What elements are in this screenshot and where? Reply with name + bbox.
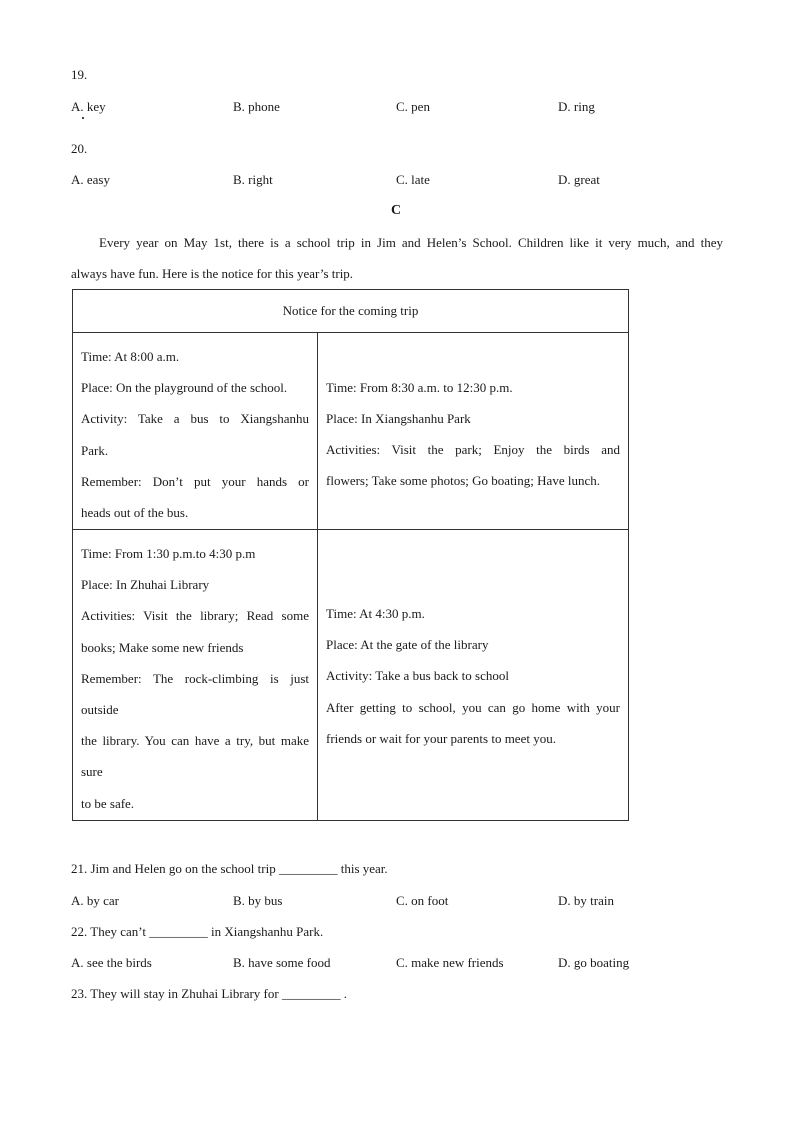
q19-option-a: A. key bbox=[71, 99, 106, 114]
q21-option-d: D. by train bbox=[558, 893, 614, 908]
q19-option-b: B. phone bbox=[233, 99, 280, 114]
q19-option-c: C. pen bbox=[396, 99, 430, 114]
cell2-line: Time: From 8:30 a.m. to 12:30 p.m. bbox=[326, 379, 513, 395]
q19-number: 19. bbox=[71, 67, 88, 82]
cell4-line: Activity: Take a bus back to school bbox=[326, 668, 509, 684]
cell4-line: After getting to school, you can go home with your bbox=[326, 699, 620, 715]
cell3-line: Activities: Visit the library; Read some bbox=[81, 608, 309, 624]
q19-option-d: D. ring bbox=[558, 99, 595, 114]
q22-stem: 22. They can’t _________ in Xiangshanhu Park. bbox=[71, 924, 324, 939]
cell1-line: heads out of the bus. bbox=[81, 505, 189, 521]
q20-number: 20. bbox=[71, 141, 88, 156]
cell1-line: Park. bbox=[81, 442, 109, 458]
cell1-line: Activity: Take a bus to Xiangshanhu bbox=[81, 411, 309, 427]
cell1-line: Time: At 8:00 a.m. bbox=[81, 349, 180, 364]
cell3-line: Place: In Zhuhai Library bbox=[81, 577, 210, 593]
q22-option-a: A. see the birds bbox=[71, 955, 152, 970]
notice-cell-library-visit bbox=[73, 530, 318, 821]
q20-option-b: B. right bbox=[233, 172, 273, 187]
notice-cell-morning-departure bbox=[73, 333, 318, 530]
cell3-line: to be safe. bbox=[81, 795, 135, 811]
q21-stem: 21. Jim and Helen go on the school trip _________ this year. bbox=[71, 861, 388, 876]
intro-paragraph-line-2: always have fun. Here is the notice for this year’s trip. bbox=[71, 266, 354, 281]
section-heading: C bbox=[391, 203, 402, 218]
intro-paragraph-line-1: Every year on May 1st, there is a school trip in Jim and Helen’s School. Children like it very much, and they bbox=[99, 235, 723, 250]
stray-dot bbox=[82, 117, 84, 119]
q21-option-b: B. by bus bbox=[233, 893, 283, 908]
cell3-line: outside bbox=[81, 702, 119, 718]
q21-option-c: C. on foot bbox=[396, 893, 449, 908]
cell3-line: Remember: The rock-climbing is just bbox=[81, 670, 309, 686]
cell4-line: friends or wait for your parents to meet you. bbox=[326, 730, 556, 746]
q22-option-b: B. have some food bbox=[233, 955, 331, 970]
notice-cell-park-visit bbox=[318, 333, 629, 530]
cell4-line: Time: At 4:30 p.m. bbox=[326, 606, 425, 621]
cell2-line: flowers; Take some photos; Go boating; Have lunch. bbox=[326, 473, 600, 489]
cell2-line: Activities: Visit the park; Enjoy the birds and bbox=[326, 442, 620, 457]
q20-option-a: A. easy bbox=[71, 172, 110, 187]
q21-option-a: A. by car bbox=[71, 893, 120, 908]
q20-option-c: C. late bbox=[396, 172, 430, 187]
q22-option-d: D. go boating bbox=[558, 955, 630, 970]
q22-option-c: C. make new friends bbox=[396, 955, 504, 970]
cell3-line: books; Make some new friends bbox=[81, 639, 244, 655]
cell1-line: Remember: Don’t put your hands or bbox=[81, 473, 309, 489]
cell3-line: Time: From 1:30 p.m.to 4:30 p.m bbox=[81, 546, 256, 561]
notice-cell-return-trip bbox=[318, 530, 629, 821]
cell3-line: sure bbox=[81, 764, 103, 780]
cell3-line: the library. You can have a try, but make bbox=[81, 733, 309, 749]
q20-option-d: D. great bbox=[558, 172, 600, 187]
cell2-line: Place: In Xiangshanhu Park bbox=[326, 410, 471, 426]
cell4-line: Place: At the gate of the library bbox=[326, 637, 489, 653]
q23-stem: 23. They will stay in Zhuhai Library for _________ . bbox=[71, 986, 347, 1001]
notice-table bbox=[72, 289, 629, 821]
cell1-line: Place: On the playground of the school. bbox=[81, 380, 288, 396]
notice-title: Notice for the coming trip bbox=[73, 290, 629, 333]
